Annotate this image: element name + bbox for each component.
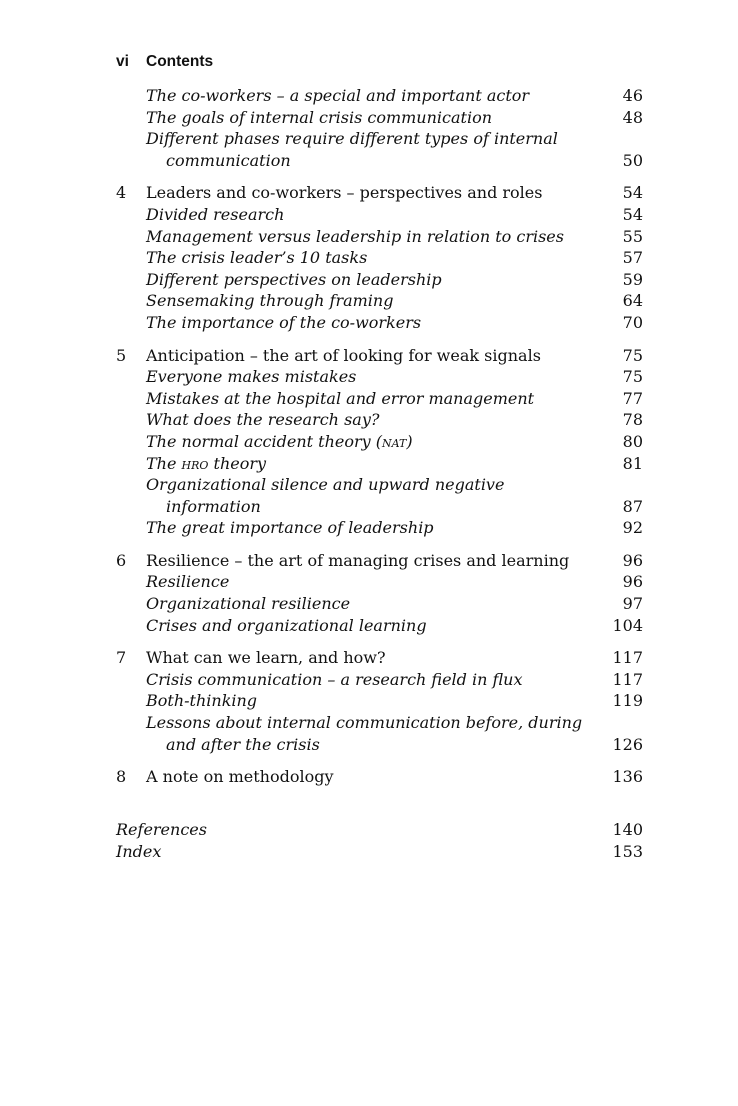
section-title (116, 517, 643, 539)
page-number: 97 (622, 594, 643, 614)
section-title (116, 366, 643, 388)
page-number: 48 (622, 107, 643, 127)
toc-section-entry[interactable] (116, 107, 643, 129)
section-title (116, 453, 643, 475)
section-title-line: The great importance of leadership (146, 518, 434, 538)
page-number: 140 (612, 820, 643, 839)
page-number: 153 (612, 841, 643, 861)
page-number: 75 (622, 345, 643, 365)
page-number: 55 (622, 226, 643, 246)
toc-section-entry[interactable] (116, 669, 643, 691)
section-title-line: What does the research say? (146, 410, 380, 430)
page-number: 77 (622, 388, 643, 408)
page-number: 117 (612, 669, 643, 689)
toc-section-entry[interactable] (116, 593, 643, 615)
page-number: 54 (622, 204, 643, 224)
toc-section-entry[interactable] (116, 85, 643, 107)
section-title (116, 128, 643, 171)
running-head-title: Contents (146, 53, 214, 70)
toc-chapter-entry[interactable] (116, 345, 643, 367)
toc-chapter-entry[interactable] (116, 182, 643, 204)
section-title-line: The goals of internal crisis communication (146, 107, 493, 127)
toc-section-entry[interactable] (116, 571, 643, 593)
section-title-line: Crises and organizational learning (146, 615, 427, 635)
chapter-number: 8 (116, 767, 127, 787)
section-title-line: Crisis communication – a research field in flux (146, 669, 523, 689)
toc-section-entry[interactable] (116, 269, 643, 291)
toc-section-entry[interactable] (116, 128, 643, 171)
end-matter-title: References (116, 820, 207, 839)
toc-section-entry[interactable] (116, 366, 643, 388)
section-title-line: Divided research (146, 204, 285, 224)
running-head (116, 52, 213, 72)
section-title-line: Everyone makes mistakes (146, 367, 357, 387)
chapter-title: What can we learn, and how? (146, 648, 386, 668)
chapter-title: A note on methodology (146, 767, 334, 787)
toc-section-entry[interactable] (116, 204, 643, 226)
section-title-line: Organizational silence and upward negative (146, 475, 505, 495)
section-title (116, 571, 643, 593)
section-title (116, 409, 643, 431)
chapter-title: Leaders and co-workers – perspectives and roles (146, 183, 543, 203)
section-title-line: Resilience (146, 572, 230, 592)
chapter-title: Resilience – the art of managing crises and learning (146, 550, 570, 570)
section-title-line: The normal accident theory (nat) (146, 431, 413, 451)
section-title (116, 226, 643, 248)
section-title (116, 85, 643, 107)
page-folio: vi (116, 53, 129, 70)
toc-chapter-entry[interactable] (116, 647, 643, 669)
section-title (116, 247, 643, 269)
chapter-title: Anticipation – the art of looking for weak signals (146, 345, 541, 365)
toc-section-entry[interactable] (116, 517, 643, 539)
chapter-block (116, 647, 643, 755)
toc-section-entry[interactable] (116, 226, 643, 248)
section-title-line: Organizational resilience (146, 594, 351, 614)
toc-section-entry[interactable] (116, 290, 643, 312)
section-title (116, 615, 643, 637)
section-title-line: The crisis leader’s 10 tasks (146, 248, 368, 268)
page-number: 119 (612, 691, 643, 711)
section-title (116, 669, 643, 691)
section-title (116, 388, 643, 410)
toc-section-entry[interactable] (116, 388, 643, 410)
page-number: 104 (612, 615, 643, 635)
page-number: 96 (622, 572, 643, 592)
chapter-number: 4 (116, 183, 127, 203)
section-title-line: Lessons about internal communication before, during (146, 713, 583, 733)
toc-section-entry[interactable] (116, 474, 643, 517)
chapter-number: 7 (116, 648, 127, 668)
section-title (116, 204, 643, 226)
section-title-line: Different phases require different types of internal (146, 129, 558, 149)
page-number: 70 (622, 312, 643, 332)
page-number: 136 (612, 767, 643, 787)
toc-section-entry[interactable] (116, 312, 643, 334)
chapter-number: 5 (116, 345, 127, 365)
page-number: 50 (622, 150, 643, 170)
table-of-contents (116, 85, 643, 799)
section-title-line: The importance of the co-workers (146, 312, 422, 332)
page-number: 87 (622, 496, 643, 516)
section-title-continuation: and after the crisis (166, 734, 320, 754)
toc-section-entry[interactable] (116, 431, 643, 453)
toc-chapter-entry[interactable] (116, 550, 643, 572)
chapter-block (116, 182, 643, 333)
toc-section-entry[interactable] (116, 690, 643, 712)
page-number: 92 (622, 518, 643, 538)
chapter-number: 6 (116, 550, 127, 570)
toc-section-entry[interactable] (116, 247, 643, 269)
page-number: 80 (622, 431, 643, 451)
toc-section-entry[interactable] (116, 453, 643, 475)
section-title (116, 474, 643, 517)
page-number: 81 (622, 453, 643, 473)
section-title-continuation: information (166, 496, 261, 516)
section-title (116, 431, 643, 453)
page-number: 59 (622, 269, 643, 289)
page-number: 57 (622, 248, 643, 268)
section-title-continuation: communication (166, 150, 291, 170)
page-number: 64 (622, 291, 643, 311)
end-matter-title: Index (116, 841, 162, 861)
end-matter-list (116, 819, 643, 862)
toc-chapter-entry[interactable] (116, 766, 643, 788)
section-title (116, 712, 643, 755)
section-title (116, 690, 643, 712)
page-number: 126 (612, 734, 643, 754)
section-title (116, 290, 643, 312)
page-number: 46 (622, 86, 643, 105)
page-number: 117 (612, 648, 643, 668)
page-number: 78 (622, 410, 643, 430)
section-title-line: Mistakes at the hospital and error management (146, 388, 535, 408)
chapter-block (116, 766, 643, 788)
chapter-block (116, 550, 643, 636)
toc-section-entry[interactable] (116, 615, 643, 637)
chapter-block (116, 345, 643, 539)
section-title (116, 269, 643, 291)
small-caps-abbreviation: nat (382, 431, 407, 451)
continued-sections (116, 85, 643, 171)
page-number: 96 (622, 550, 643, 570)
section-title-line: Different perspectives on leadership (146, 269, 442, 289)
small-caps-abbreviation: hro (181, 453, 209, 473)
section-title-line: Sensemaking through framing (146, 291, 394, 311)
section-title-line: The hro theory (146, 453, 267, 473)
page-number: 75 (622, 367, 643, 387)
toc-section-entry[interactable] (116, 712, 643, 755)
section-title (116, 107, 643, 129)
section-title-line: The co-workers – a special and important actor (146, 86, 530, 105)
toc-section-entry[interactable] (116, 409, 643, 431)
section-title-line: Both-thinking (146, 691, 258, 711)
end-matter-entry[interactable] (116, 819, 643, 841)
section-title-line: Management versus leadership in relation to crises (146, 226, 564, 246)
end-matter-entry[interactable] (116, 841, 643, 863)
section-title (116, 593, 643, 615)
page-number: 54 (622, 183, 643, 203)
section-title (116, 312, 643, 334)
